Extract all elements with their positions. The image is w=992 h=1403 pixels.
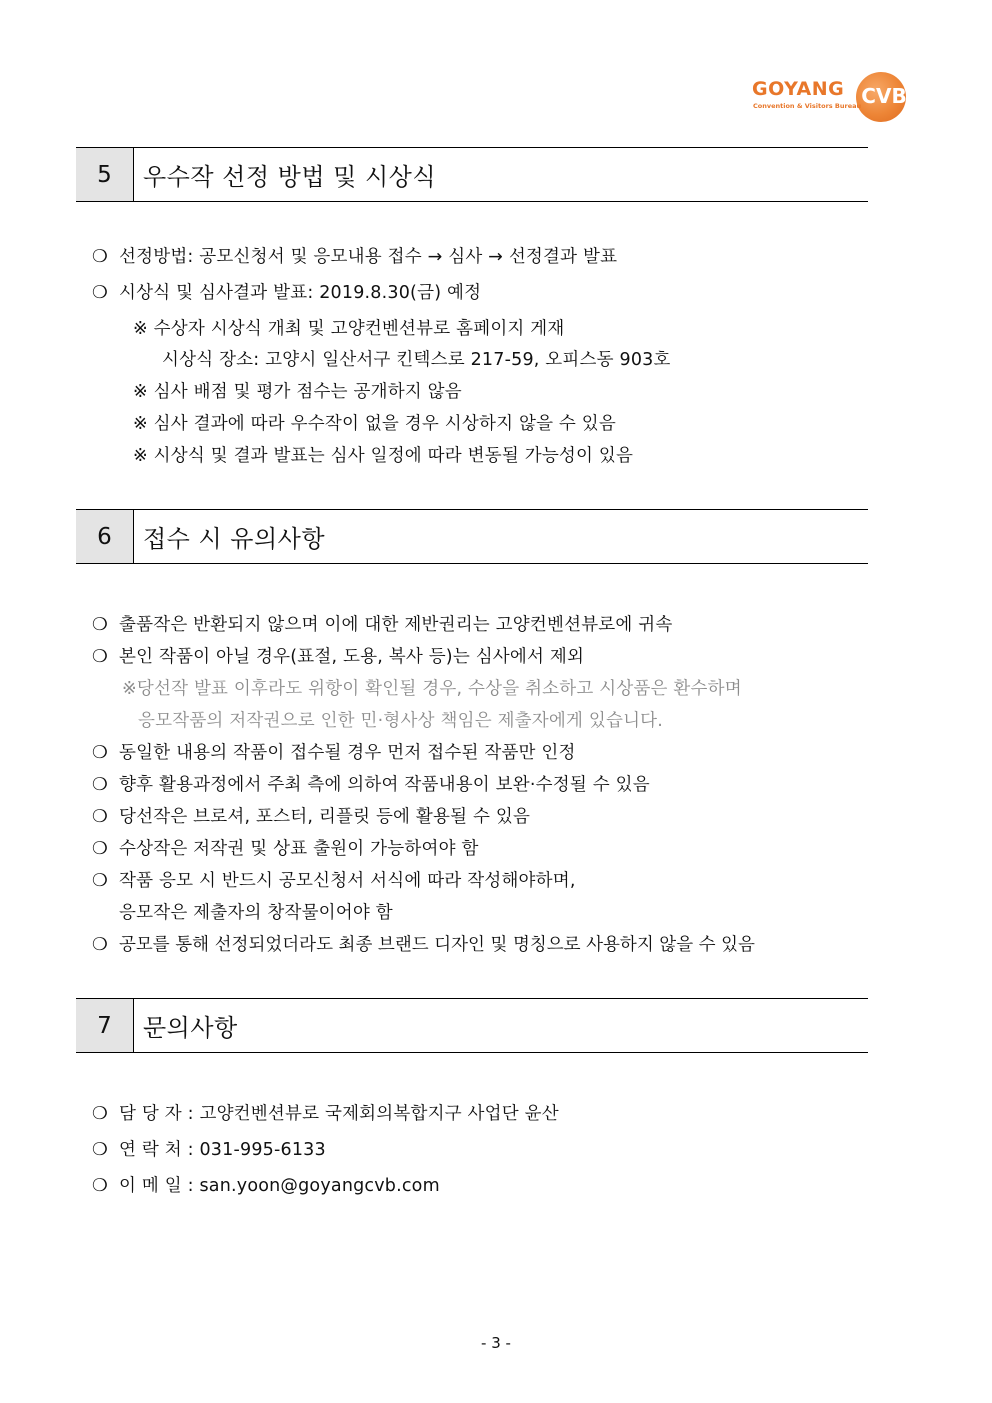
section-5-header	[76, 147, 868, 202]
circle-bullet-icon: ❍	[92, 935, 108, 955]
note-item: ※ 심사 배점 및 평가 점수는 공개하지 않음	[133, 382, 462, 402]
contact-person: ❍ 담 당 자 : 고양컨벤션뷰로 국제회의복합지구 사업단 윤산	[92, 1104, 559, 1124]
circle-bullet-icon: ❍	[92, 1140, 108, 1160]
grey-note: 응모작품의 저작권으로 인한 민·형사상 책임은 제출자에게 있습니다.	[138, 711, 664, 731]
circle-bullet-icon: ❍	[92, 839, 108, 859]
circle-bullet-icon: ❍	[92, 775, 108, 795]
logo-subtitle: Convention & Visitors Bureau	[753, 102, 862, 110]
list-item: ❍ 출품작은 반환되지 않으며 이에 대한 제반권리는 고양컨벤션뷰로에 귀속	[92, 615, 673, 635]
circle-bullet-icon: ❍	[92, 1176, 108, 1196]
section-number: 5	[76, 148, 134, 201]
logo-badge: CVB	[861, 84, 907, 108]
section-6-header	[76, 509, 868, 564]
contact-email: ❍ 이 메 일 : san.yoon@goyangcvb.com	[92, 1176, 440, 1196]
grey-note: ※당선작 발표 이후라도 위항이 확인될 경우, 수상을 취소하고 시상품은 환수하며	[122, 679, 742, 699]
circle-bullet-icon: ❍	[92, 283, 108, 303]
circle-bullet-icon: ❍	[92, 1104, 108, 1124]
section-title: 접수 시 유의사항	[143, 525, 326, 553]
circle-bullet-icon: ❍	[92, 615, 108, 635]
section-number: 7	[76, 999, 134, 1052]
circle-bullet-icon: ❍	[92, 807, 108, 827]
note-item: 시상식 장소: 고양시 일산서구 킨텍스로 217-59, 오피스동 903호	[162, 350, 671, 370]
list-item: ❍ 작품 응모 시 반드시 공모신청서 서식에 따라 작성해야하며,	[92, 871, 576, 891]
section-7-header	[76, 998, 868, 1053]
contact-phone: ❍ 연 락 처 : 031-995-6133	[92, 1140, 326, 1160]
page-number: - 3 -	[481, 1334, 511, 1352]
list-item: ❍ 당선작은 브로셔, 포스터, 리플릿 등에 활용될 수 있음	[92, 807, 531, 827]
list-item: ❍ 수상작은 저작권 및 상표 출원이 가능하여야 함	[92, 839, 479, 859]
list-item: ❍ 본인 작품이 아닐 경우(표절, 도용, 복사 등)는 심사에서 제외	[92, 647, 585, 667]
list-item: ❍ 동일한 내용의 작품이 접수될 경우 먼저 접수된 작품만 인정	[92, 743, 576, 763]
list-item: ❍ 시상식 및 심사결과 발표: 2019.8.30(금) 예정	[92, 283, 482, 303]
list-item: ❍ 선정방법: 공모신청서 및 응모내용 접수 → 심사 → 선정결과 발표	[92, 247, 618, 267]
goyang-cvb-logo	[752, 72, 908, 122]
section-title: 우수작 선정 방법 및 시상식	[143, 163, 437, 191]
section-title: 문의사항	[143, 1014, 238, 1042]
logo-brand: GOYANG	[752, 78, 845, 100]
note-item: ※ 시상식 및 결과 발표는 심사 일정에 따라 변동될 가능성이 있음	[133, 446, 634, 466]
circle-bullet-icon: ❍	[92, 647, 108, 667]
section-number: 6	[76, 510, 134, 563]
note-item: ※ 심사 결과에 따라 우수작이 없을 경우 시상하지 않을 수 있음	[133, 414, 617, 434]
list-item-continuation: 응모작은 제출자의 창작물이어야 함	[119, 903, 393, 923]
list-item: ❍ 향후 활용과정에서 주최 측에 의하여 작품내용이 보완·수정될 수 있음	[92, 775, 650, 795]
circle-bullet-icon: ❍	[92, 871, 108, 891]
note-item: ※ 수상자 시상식 개최 및 고양컨벤션뷰로 홈페이지 게재	[133, 319, 565, 339]
circle-bullet-icon: ❍	[92, 247, 108, 267]
list-item: ❍ 공모를 통해 선정되었더라도 최종 브랜드 디자인 및 명칭으로 사용하지 않을 수 있음	[92, 935, 755, 955]
circle-bullet-icon: ❍	[92, 743, 108, 763]
